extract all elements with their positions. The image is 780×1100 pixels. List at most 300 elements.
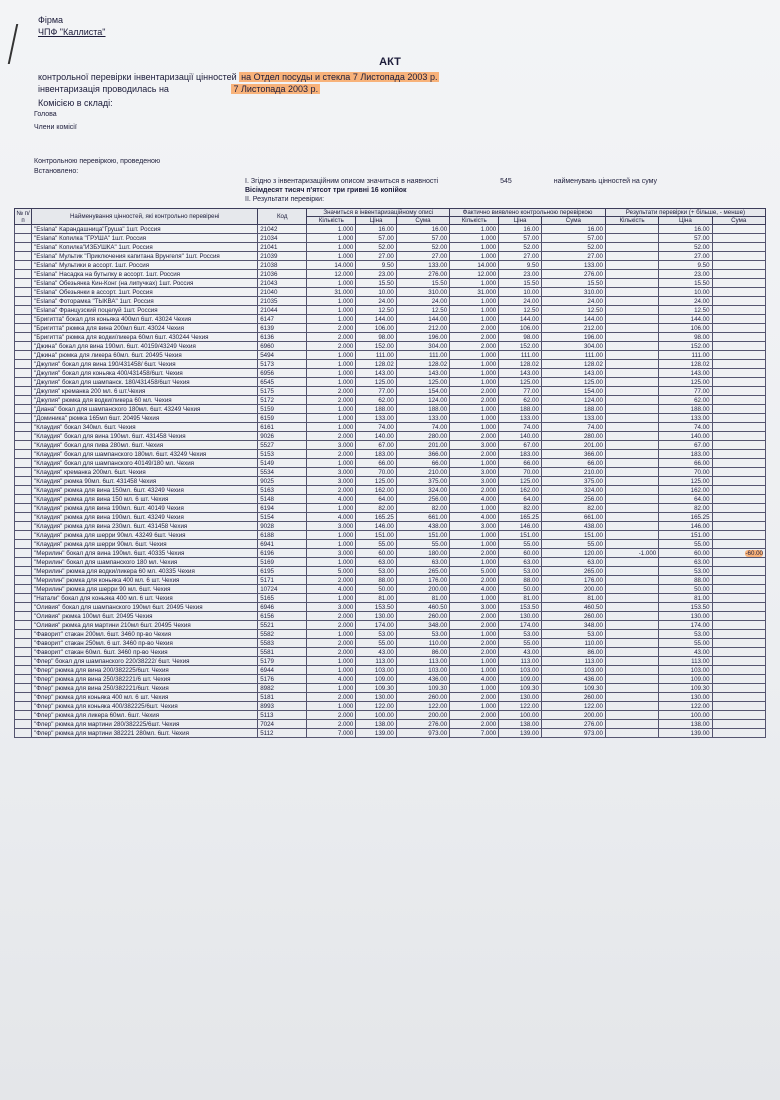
result-price-cell: 122.00 xyxy=(659,702,712,711)
item-name-cell: "Мерилин" бокал для шампанского 180 мл. Чехия xyxy=(32,558,258,567)
listed-sum-cell: 436.00 xyxy=(396,675,449,684)
listed-qty-cell: 3.000 xyxy=(307,603,356,612)
result-price-cell: 183.00 xyxy=(659,450,712,459)
item-code-cell: 5176 xyxy=(258,675,307,684)
listed-qty-cell: 2.000 xyxy=(307,387,356,396)
actual-sum-cell: 212.00 xyxy=(541,324,605,333)
listed-qty-cell: 1.000 xyxy=(307,630,356,639)
actual-sum-cell: 133.00 xyxy=(541,414,605,423)
row-number-cell xyxy=(15,315,32,324)
result-qty-cell xyxy=(605,306,658,315)
table-row xyxy=(15,261,766,270)
result-sum-cell xyxy=(712,729,765,738)
row-number-cell xyxy=(15,486,32,495)
result-sum-cell xyxy=(712,351,765,360)
listed-qty-cell: 5.000 xyxy=(307,567,356,576)
result-sum-cell xyxy=(712,648,765,657)
col-header-code: Код xyxy=(258,209,307,225)
actual-sum-cell: 144.00 xyxy=(541,315,605,324)
listed-qty-cell: 1.000 xyxy=(307,315,356,324)
listed-price-cell: 64.00 xyxy=(356,495,397,504)
actual-price-cell: 15.50 xyxy=(499,279,542,288)
item-name-cell: "Оливия" рюмка для мартини 210мл 6шт. 20495 Чехия xyxy=(32,621,258,630)
result-qty-cell xyxy=(605,468,658,477)
item-code-cell: 6188 xyxy=(258,531,307,540)
item-code-cell: 6136 xyxy=(258,333,307,342)
actual-price-cell: 43.00 xyxy=(499,648,542,657)
listed-price-cell: 122.00 xyxy=(356,702,397,711)
listed-price-cell: 143.00 xyxy=(356,369,397,378)
actual-sum-cell: 188.00 xyxy=(541,405,605,414)
listed-sum-cell: 27.00 xyxy=(396,252,449,261)
item-code-cell: 5112 xyxy=(258,729,307,738)
result-price-cell: 133.00 xyxy=(659,414,712,423)
actual-sum-cell: 260.00 xyxy=(541,693,605,702)
table-row xyxy=(15,612,766,621)
actual-qty-cell: 4.000 xyxy=(450,585,499,594)
actual-sum-cell: 196.00 xyxy=(541,333,605,342)
listed-price-cell: 27.00 xyxy=(356,252,397,261)
item-code-cell: 6956 xyxy=(258,369,307,378)
result-qty-cell xyxy=(605,261,658,270)
item-code-cell: 21034 xyxy=(258,234,307,243)
actual-qty-cell: 1.000 xyxy=(450,279,499,288)
listed-price-cell: 100.00 xyxy=(356,711,397,720)
actual-price-cell: 140.00 xyxy=(499,432,542,441)
result-qty-cell xyxy=(605,369,658,378)
table-row xyxy=(15,693,766,702)
listed-price-cell: 146.00 xyxy=(356,522,397,531)
actual-sum-cell: 375.00 xyxy=(541,477,605,486)
item-code-cell: 5494 xyxy=(258,351,307,360)
listed-sum-cell: 82.00 xyxy=(396,504,449,513)
actual-qty-cell: 1.000 xyxy=(450,306,499,315)
result-sum-cell xyxy=(712,504,765,513)
table-row xyxy=(15,558,766,567)
result-qty-cell xyxy=(605,432,658,441)
actual-qty-cell: 1.000 xyxy=(450,297,499,306)
item-name-cell: "Бригитта" бокал для коньяка 400мл 6шт. 43024 Чехия xyxy=(32,315,258,324)
row-number-cell xyxy=(15,459,32,468)
actual-qty-cell: 1.000 xyxy=(450,378,499,387)
item-code-cell: 5175 xyxy=(258,387,307,396)
listed-sum-cell: 111.00 xyxy=(396,351,449,360)
listed-sum-cell: 125.00 xyxy=(396,378,449,387)
item-code-cell: 6195 xyxy=(258,567,307,576)
actual-sum-cell: 52.00 xyxy=(541,243,605,252)
result-price-cell: 70.00 xyxy=(659,468,712,477)
item-code-cell: 5179 xyxy=(258,657,307,666)
listed-price-cell: 53.00 xyxy=(356,630,397,639)
actual-qty-cell: 2.000 xyxy=(450,549,499,558)
listed-sum-cell: 66.00 xyxy=(396,459,449,468)
table-row xyxy=(15,297,766,306)
actual-qty-cell: 4.000 xyxy=(450,513,499,522)
item-name-cell: "Клаудия" рюмка для шерри 90мл. 43249 6шт. Чехия xyxy=(32,531,258,540)
listed-price-cell: 106.00 xyxy=(356,324,397,333)
row-number-cell xyxy=(15,702,32,711)
actual-qty-cell: 2.000 xyxy=(450,720,499,729)
actual-price-cell: 188.00 xyxy=(499,405,542,414)
result-price-cell: 60.00 xyxy=(659,549,712,558)
result-sum-cell xyxy=(712,594,765,603)
item-code-cell: 5148 xyxy=(258,495,307,504)
row-number-cell xyxy=(15,612,32,621)
table-row xyxy=(15,459,766,468)
result-qty-cell xyxy=(605,351,658,360)
actual-qty-cell: 2.000 xyxy=(450,576,499,585)
listed-price-cell: 125.00 xyxy=(356,477,397,486)
result-sum-cell xyxy=(712,261,765,270)
row-number-cell xyxy=(15,594,32,603)
item-name-cell: "Оливия" рюмка 100мл 6шт. 20495 Чехия xyxy=(32,612,258,621)
actual-price-cell: 125.00 xyxy=(499,378,542,387)
item-code-cell: 10724 xyxy=(258,585,307,594)
col-header-qty: Кількість xyxy=(605,217,658,225)
actual-qty-cell: 1.000 xyxy=(450,657,499,666)
item-code-cell: 21038 xyxy=(258,261,307,270)
row-number-cell xyxy=(15,387,32,396)
item-name-cell: "Eslana" Копилка "ГРУША" 1шт. Россия xyxy=(32,234,258,243)
item-name-cell: "Eslana" Французский поцелуй 1шт. Россия xyxy=(32,306,258,315)
actual-price-cell: 144.00 xyxy=(499,315,542,324)
table-row xyxy=(15,639,766,648)
result-sum-cell xyxy=(712,333,765,342)
listed-sum-cell: 53.00 xyxy=(396,630,449,639)
actual-price-cell: 52.00 xyxy=(499,243,542,252)
result-qty-cell xyxy=(605,450,658,459)
actual-price-cell: 125.00 xyxy=(499,477,542,486)
item-name-cell: "Клаудия" бокал для пива 280мл. 6шт. Чехия xyxy=(32,441,258,450)
listed-qty-cell: 2.000 xyxy=(307,324,356,333)
row-number-cell xyxy=(15,468,32,477)
listed-price-cell: 151.00 xyxy=(356,531,397,540)
listed-qty-cell: 1.000 xyxy=(307,531,356,540)
actual-price-cell: 81.00 xyxy=(499,594,542,603)
actual-sum-cell: 276.00 xyxy=(541,270,605,279)
table-row xyxy=(15,567,766,576)
result-sum-cell xyxy=(712,639,765,648)
listed-price-cell: 50.00 xyxy=(356,585,397,594)
result-sum-cell xyxy=(712,612,765,621)
result-price-cell: 23.00 xyxy=(659,270,712,279)
table-row xyxy=(15,666,766,675)
table-row xyxy=(15,405,766,414)
listed-qty-cell: 1.000 xyxy=(307,360,356,369)
listed-sum-cell: 280.00 xyxy=(396,432,449,441)
result-price-cell: 43.00 xyxy=(659,648,712,657)
listed-price-cell: 144.00 xyxy=(356,315,397,324)
table-row xyxy=(15,576,766,585)
actual-sum-cell: 12.50 xyxy=(541,306,605,315)
item-name-cell: "Джулия" бокал для вина 190/431458/ 6шт. Чехия xyxy=(32,360,258,369)
table-row xyxy=(15,648,766,657)
actual-qty-cell: 1.000 xyxy=(450,504,499,513)
listed-qty-cell: 3.000 xyxy=(307,441,356,450)
actual-price-cell: 106.00 xyxy=(499,324,542,333)
result-sum-cell xyxy=(712,684,765,693)
listed-price-cell: 128.02 xyxy=(356,360,397,369)
listed-sum-cell: 324.00 xyxy=(396,486,449,495)
listed-price-cell: 165.25 xyxy=(356,513,397,522)
actual-qty-cell: 12.000 xyxy=(450,270,499,279)
listed-sum-cell: 122.00 xyxy=(396,702,449,711)
actual-sum-cell: 113.00 xyxy=(541,657,605,666)
result-qty-cell xyxy=(605,666,658,675)
result-qty-cell xyxy=(605,360,658,369)
result-qty-cell: -1.000 xyxy=(605,549,658,558)
result-sum-cell xyxy=(712,405,765,414)
actual-sum-cell: 256.00 xyxy=(541,495,605,504)
actual-qty-cell: 3.000 xyxy=(450,441,499,450)
col-header-qty: Кількість xyxy=(450,217,499,225)
listed-qty-cell: 2.000 xyxy=(307,576,356,585)
actual-sum-cell: 151.00 xyxy=(541,531,605,540)
firm-label: Фірма xyxy=(38,15,64,25)
actual-price-cell: 146.00 xyxy=(499,522,542,531)
item-code-cell: 5154 xyxy=(258,513,307,522)
listed-qty-cell: 4.000 xyxy=(307,675,356,684)
listed-price-cell: 60.00 xyxy=(356,549,397,558)
table-row xyxy=(15,531,766,540)
result-price-cell: 74.00 xyxy=(659,423,712,432)
established-line: Встановлено: xyxy=(34,168,79,175)
result-sum-cell xyxy=(712,531,765,540)
table-row xyxy=(15,711,766,720)
item-name-cell: "Флер" рюмка для мартини 382221 280мл. 6шт. Чехия xyxy=(32,729,258,738)
actual-sum-cell: 348.00 xyxy=(541,621,605,630)
row-number-cell xyxy=(15,297,32,306)
actual-sum-cell: 27.00 xyxy=(541,252,605,261)
result-sum-cell xyxy=(712,657,765,666)
listed-qty-cell: 1.000 xyxy=(307,351,356,360)
listed-price-cell: 125.00 xyxy=(356,378,397,387)
result-price-cell: 88.00 xyxy=(659,576,712,585)
result-price-cell: 64.00 xyxy=(659,495,712,504)
actual-sum-cell: 109.30 xyxy=(541,684,605,693)
result-sum-cell xyxy=(712,414,765,423)
listed-price-cell: 82.00 xyxy=(356,504,397,513)
row-number-cell xyxy=(15,378,32,387)
actual-price-cell: 53.00 xyxy=(499,567,542,576)
result-qty-cell xyxy=(605,288,658,297)
listed-qty-cell: 1.000 xyxy=(307,225,356,234)
listed-qty-cell: 3.000 xyxy=(307,549,356,558)
actual-sum-cell: 63.00 xyxy=(541,558,605,567)
table-row xyxy=(15,522,766,531)
listed-qty-cell: 1.000 xyxy=(307,594,356,603)
item-code-cell: 6139 xyxy=(258,324,307,333)
row-number-cell xyxy=(15,495,32,504)
item-name-cell: "Джина" бокал для вина 190мл. 6шт. 40159/43249 Чехия xyxy=(32,342,258,351)
result-price-cell: 130.00 xyxy=(659,612,712,621)
listed-price-cell: 57.00 xyxy=(356,234,397,243)
result-price-cell: 111.00 xyxy=(659,351,712,360)
actual-price-cell: 67.00 xyxy=(499,441,542,450)
actual-qty-cell: 1.000 xyxy=(450,252,499,261)
listed-price-cell: 113.00 xyxy=(356,657,397,666)
table-row xyxy=(15,594,766,603)
listed-sum-cell: 276.00 xyxy=(396,270,449,279)
result-qty-cell xyxy=(605,684,658,693)
actual-qty-cell: 2.000 xyxy=(450,711,499,720)
actual-qty-cell: 3.000 xyxy=(450,522,499,531)
row-number-cell xyxy=(15,684,32,693)
item-name-cell: "Джулия" креманка 200 мл. 6 шт.Чехия xyxy=(32,387,258,396)
item-name-cell: "Фаворит" стакан 250мл. 6 шт. 3460 пр-во Чехия xyxy=(32,639,258,648)
actual-qty-cell: 1.000 xyxy=(450,360,499,369)
col-group-listed: Значиться в інвентаризаційному описі xyxy=(307,209,450,217)
result-price-cell: 82.00 xyxy=(659,504,712,513)
actual-price-cell: 50.00 xyxy=(499,585,542,594)
listed-sum-cell: 212.00 xyxy=(396,324,449,333)
result-price-cell: 106.00 xyxy=(659,324,712,333)
actual-price-cell: 66.00 xyxy=(499,459,542,468)
listed-qty-cell: 12.000 xyxy=(307,270,356,279)
result-qty-cell xyxy=(605,513,658,522)
listed-qty-cell: 3.000 xyxy=(307,468,356,477)
actual-qty-cell: 2.000 xyxy=(450,333,499,342)
row-number-cell xyxy=(15,441,32,450)
listed-sum-cell: 260.00 xyxy=(396,612,449,621)
actual-sum-cell: 154.00 xyxy=(541,387,605,396)
actual-price-cell: 77.00 xyxy=(499,387,542,396)
row-number-cell xyxy=(15,279,32,288)
table-row xyxy=(15,684,766,693)
table-row xyxy=(15,486,766,495)
actual-sum-cell: 200.00 xyxy=(541,711,605,720)
result-sum-cell xyxy=(712,225,765,234)
check-line: Контрольною перевіркою, проведеною xyxy=(34,158,161,165)
actual-price-cell: 70.00 xyxy=(499,468,542,477)
result-qty-cell xyxy=(605,441,658,450)
result-sum-cell xyxy=(712,387,765,396)
item-code-cell: 6944 xyxy=(258,666,307,675)
row-number-cell xyxy=(15,351,32,360)
result-price-cell: 165.25 xyxy=(659,513,712,522)
listed-qty-cell: 1.000 xyxy=(307,423,356,432)
row-number-cell xyxy=(15,576,32,585)
actual-price-cell: 57.00 xyxy=(499,234,542,243)
result-qty-cell xyxy=(605,720,658,729)
actual-qty-cell: 1.000 xyxy=(450,702,499,711)
actual-qty-cell: 1.000 xyxy=(450,414,499,423)
listed-sum-cell: 133.00 xyxy=(396,414,449,423)
result-line-1-text: І. Згідно з інвентаризаційним описом значиться в наявності xyxy=(245,178,439,185)
result-qty-cell xyxy=(605,378,658,387)
row-number-cell xyxy=(15,477,32,486)
item-code-cell: 5163 xyxy=(258,486,307,495)
result-price-cell: 152.00 xyxy=(659,342,712,351)
result-price-cell: 125.00 xyxy=(659,378,712,387)
item-code-cell: 5172 xyxy=(258,396,307,405)
actual-price-cell: 183.00 xyxy=(499,450,542,459)
item-name-cell: "Доминика" рюмка 165мл 6шт. 20495 Чехия xyxy=(32,414,258,423)
item-name-cell: "Eslana" Мультик "Приключения капитана Врунгеля" 1шт. Россия xyxy=(32,252,258,261)
row-number-cell xyxy=(15,549,32,558)
actual-sum-cell: 128.02 xyxy=(541,360,605,369)
actual-price-cell: 122.00 xyxy=(499,702,542,711)
result-sum-cell xyxy=(712,513,765,522)
item-name-cell: "Мерилин" рюмка для коньяка 400 мл. 6 шт. Чехия xyxy=(32,576,258,585)
listed-sum-cell: 180.00 xyxy=(396,549,449,558)
actual-sum-cell: 310.00 xyxy=(541,288,605,297)
actual-qty-cell: 2.000 xyxy=(450,396,499,405)
listed-sum-cell: 124.00 xyxy=(396,396,449,405)
listed-price-cell: 140.00 xyxy=(356,432,397,441)
col-header-sum: Сума xyxy=(396,217,449,225)
listed-sum-cell: 260.00 xyxy=(396,693,449,702)
result-sum-cell xyxy=(712,603,765,612)
actual-qty-cell: 1.000 xyxy=(450,243,499,252)
listed-qty-cell: 1.000 xyxy=(307,666,356,675)
result-sum-cell xyxy=(712,234,765,243)
row-number-cell xyxy=(15,252,32,261)
row-number-cell xyxy=(15,540,32,549)
col-header-price: Ціна xyxy=(356,217,397,225)
result-sum-cell xyxy=(712,450,765,459)
row-number-cell xyxy=(15,504,32,513)
result-qty-cell xyxy=(605,612,658,621)
item-code-cell: 5583 xyxy=(258,639,307,648)
listed-qty-cell: 1.000 xyxy=(307,378,356,387)
result-price-cell: 55.00 xyxy=(659,639,712,648)
row-number-cell xyxy=(15,243,32,252)
actual-price-cell: 143.00 xyxy=(499,369,542,378)
actual-qty-cell: 7.000 xyxy=(450,729,499,738)
result-line-1 xyxy=(245,178,657,185)
listed-sum-cell: 110.00 xyxy=(396,639,449,648)
result-qty-cell xyxy=(605,711,658,720)
result-price-cell: 109.00 xyxy=(659,675,712,684)
result-qty-cell xyxy=(605,486,658,495)
result-price-cell: 55.00 xyxy=(659,540,712,549)
listed-qty-cell: 2.000 xyxy=(307,621,356,630)
row-number-cell xyxy=(15,729,32,738)
item-name-cell: "Мерилин" бокал для вина 190мл. 6шт. 40335 Чехия xyxy=(32,549,258,558)
listed-sum-cell: 16.00 xyxy=(396,225,449,234)
actual-sum-cell: 125.00 xyxy=(541,378,605,387)
actual-sum-cell: 280.00 xyxy=(541,432,605,441)
actual-qty-cell: 1.000 xyxy=(450,594,499,603)
listed-price-cell: 23.00 xyxy=(356,270,397,279)
actual-price-cell: 165.25 xyxy=(499,513,542,522)
result-price-cell: 125.00 xyxy=(659,477,712,486)
row-number-cell xyxy=(15,360,32,369)
result-sum-cell xyxy=(712,315,765,324)
item-name-cell: "Флер" рюмка для ликера 60мл. 6шт. Чехия xyxy=(32,711,258,720)
result-sum-cell xyxy=(712,279,765,288)
row-number-cell xyxy=(15,306,32,315)
result-qty-cell xyxy=(605,693,658,702)
firm-block xyxy=(38,14,106,38)
result-qty-cell xyxy=(605,567,658,576)
listed-price-cell: 74.00 xyxy=(356,423,397,432)
listed-sum-cell: 52.00 xyxy=(396,243,449,252)
table-row xyxy=(15,675,766,684)
actual-price-cell: 100.00 xyxy=(499,711,542,720)
actual-price-cell: 82.00 xyxy=(499,504,542,513)
result-sum-cell xyxy=(712,468,765,477)
actual-sum-cell: 661.00 xyxy=(541,513,605,522)
listed-sum-cell: 265.00 xyxy=(396,567,449,576)
actual-qty-cell: 1.000 xyxy=(450,540,499,549)
row-number-cell xyxy=(15,405,32,414)
row-number-cell xyxy=(15,558,32,567)
result-qty-cell xyxy=(605,603,658,612)
actual-qty-cell: 1.000 xyxy=(450,531,499,540)
result-sum-cell xyxy=(712,441,765,450)
